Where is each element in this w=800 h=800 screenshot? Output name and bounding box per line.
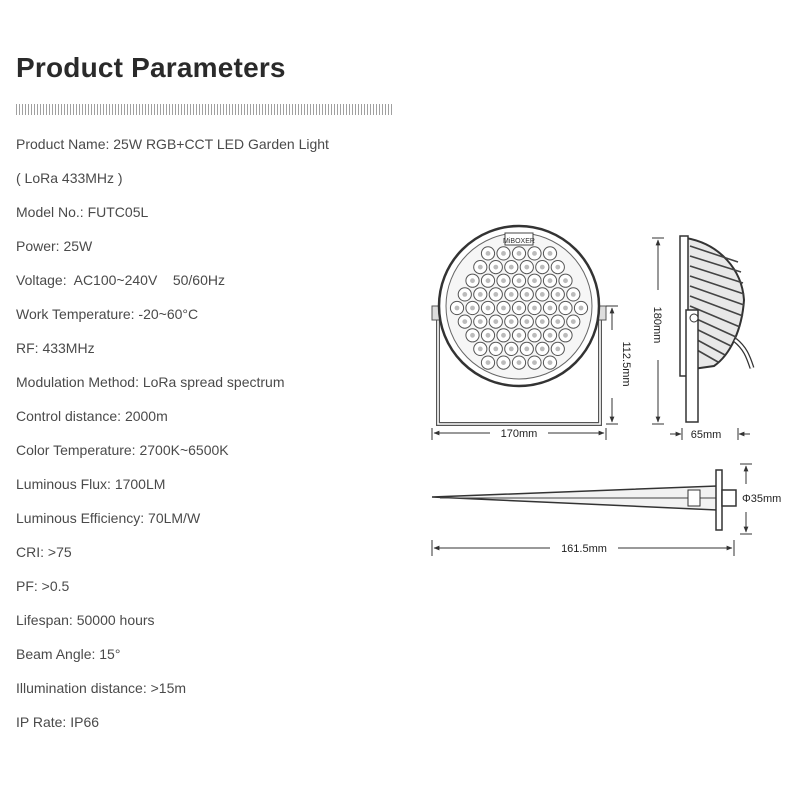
led-lens-core <box>532 306 537 311</box>
led-lens-core <box>563 278 568 283</box>
led-lens-core <box>532 251 537 256</box>
led-lens-core <box>486 278 491 283</box>
technical-drawing <box>400 210 790 580</box>
led-lens-core <box>470 306 475 311</box>
led-lens-core <box>486 306 491 311</box>
led-lens-core <box>524 265 529 270</box>
param-modulation: Modulation Method: LoRa spread spectrum <box>16 374 285 390</box>
param-beam-angle: Beam Angle: 15° <box>16 646 121 662</box>
dim-depth-side <box>670 428 750 441</box>
led-lens-core <box>517 251 522 256</box>
side-view <box>680 236 752 422</box>
param-product-name-sub: ( LoRa 433MHz ) <box>16 170 123 186</box>
dim-height-side <box>651 238 664 424</box>
param-illumination-distance: Illumination distance: >15m <box>16 680 187 696</box>
dim-spike-length <box>432 540 734 556</box>
led-lens-core <box>462 319 467 324</box>
led-lens-core <box>493 265 498 270</box>
param-ip-rate: IP Rate: IP66 <box>16 714 100 730</box>
led-lens-core <box>509 265 514 270</box>
led-lens-core <box>470 278 475 283</box>
led-lens-core <box>524 347 529 352</box>
led-lens-core <box>532 360 537 365</box>
led-lens-core <box>509 319 514 324</box>
led-lens-core <box>478 319 483 324</box>
param-rf: RF: 433MHz <box>16 340 95 356</box>
led-lens-core <box>470 333 475 338</box>
led-lens-core <box>509 292 514 297</box>
param-luminous-efficiency: Luminous Efficiency: 70LM/W <box>16 510 201 526</box>
led-lens-core <box>579 306 584 311</box>
param-voltage: Voltage: AC100~240V 50/60Hz <box>16 272 225 288</box>
decorative-divider <box>16 104 394 115</box>
param-power: Power: 25W <box>16 238 93 254</box>
led-lens-core <box>486 360 491 365</box>
led-lens-core <box>540 292 545 297</box>
led-lens-core <box>563 306 568 311</box>
led-lens-core <box>540 319 545 324</box>
led-lens-core <box>478 292 483 297</box>
led-lens-core <box>493 319 498 324</box>
led-lens-core <box>548 306 553 311</box>
page-title: Product Parameters <box>16 52 286 83</box>
param-cri: CRI: >75 <box>16 544 72 560</box>
param-pf: PF: >0.5 <box>16 578 70 594</box>
dim-180-label: 180mm <box>651 306 663 344</box>
param-product-name: Product Name: 25W RGB+CCT LED Garden Light <box>16 136 329 152</box>
led-lens-core <box>540 265 545 270</box>
led-lens-core <box>548 278 553 283</box>
front-view <box>432 226 606 424</box>
brand-label: MiBOXER <box>503 238 535 245</box>
led-lens-core <box>555 347 560 352</box>
dim-width-front <box>432 428 606 440</box>
dim-height-front <box>606 306 632 424</box>
led-lens-core <box>501 251 506 256</box>
led-lens-core <box>517 278 522 283</box>
led-lens-core <box>517 333 522 338</box>
led-lens-core <box>571 292 576 297</box>
led-lens-core <box>571 319 576 324</box>
dim-spike-diameter <box>740 464 781 534</box>
led-lens-core <box>517 360 522 365</box>
led-lens-core <box>462 292 467 297</box>
param-lifespan: Lifespan: 50000 hours <box>16 612 155 628</box>
param-control-distance: Control distance: 2000m <box>16 408 168 424</box>
led-lens-core <box>493 292 498 297</box>
led-lens-core <box>563 333 568 338</box>
spike-view <box>432 470 736 530</box>
param-luminous-flux: Luminous Flux: 1700LM <box>16 476 166 492</box>
led-lens-core <box>524 292 529 297</box>
led-lens-core <box>486 251 491 256</box>
led-lens-core <box>555 319 560 324</box>
param-color-temperature: Color Temperature: 2700K~6500K <box>16 442 229 458</box>
led-lens-core <box>532 333 537 338</box>
side-bracket <box>686 310 698 422</box>
led-lens-core <box>540 347 545 352</box>
dim-161-label: 161.5mm <box>561 543 607 555</box>
led-lens-core <box>478 265 483 270</box>
led-lens-core <box>555 265 560 270</box>
led-lens-core <box>493 347 498 352</box>
led-lens-core <box>486 333 491 338</box>
led-lens-core <box>548 333 553 338</box>
led-lens-core <box>548 360 553 365</box>
led-lens-core <box>501 306 506 311</box>
led-lens-core <box>501 333 506 338</box>
dim-35-label: Φ35mm <box>742 493 782 505</box>
dim-170-label: 170mm <box>500 428 538 440</box>
dim-112-label: 112.5mm <box>620 341 632 387</box>
led-lens-core <box>478 347 483 352</box>
led-lens-core <box>548 251 553 256</box>
param-model: Model No.: FUTC05L <box>16 204 149 220</box>
param-work-temperature: Work Temperature: -20~60°C <box>16 306 199 322</box>
dim-65-label: 65mm <box>690 429 722 441</box>
led-lens-core <box>532 278 537 283</box>
led-lens-core <box>524 319 529 324</box>
led-lens-core <box>501 278 506 283</box>
led-lens-core <box>509 347 514 352</box>
led-lens-core <box>555 292 560 297</box>
led-lens-core <box>455 306 460 311</box>
led-lens-core <box>501 360 506 365</box>
led-lens-core <box>517 306 522 311</box>
